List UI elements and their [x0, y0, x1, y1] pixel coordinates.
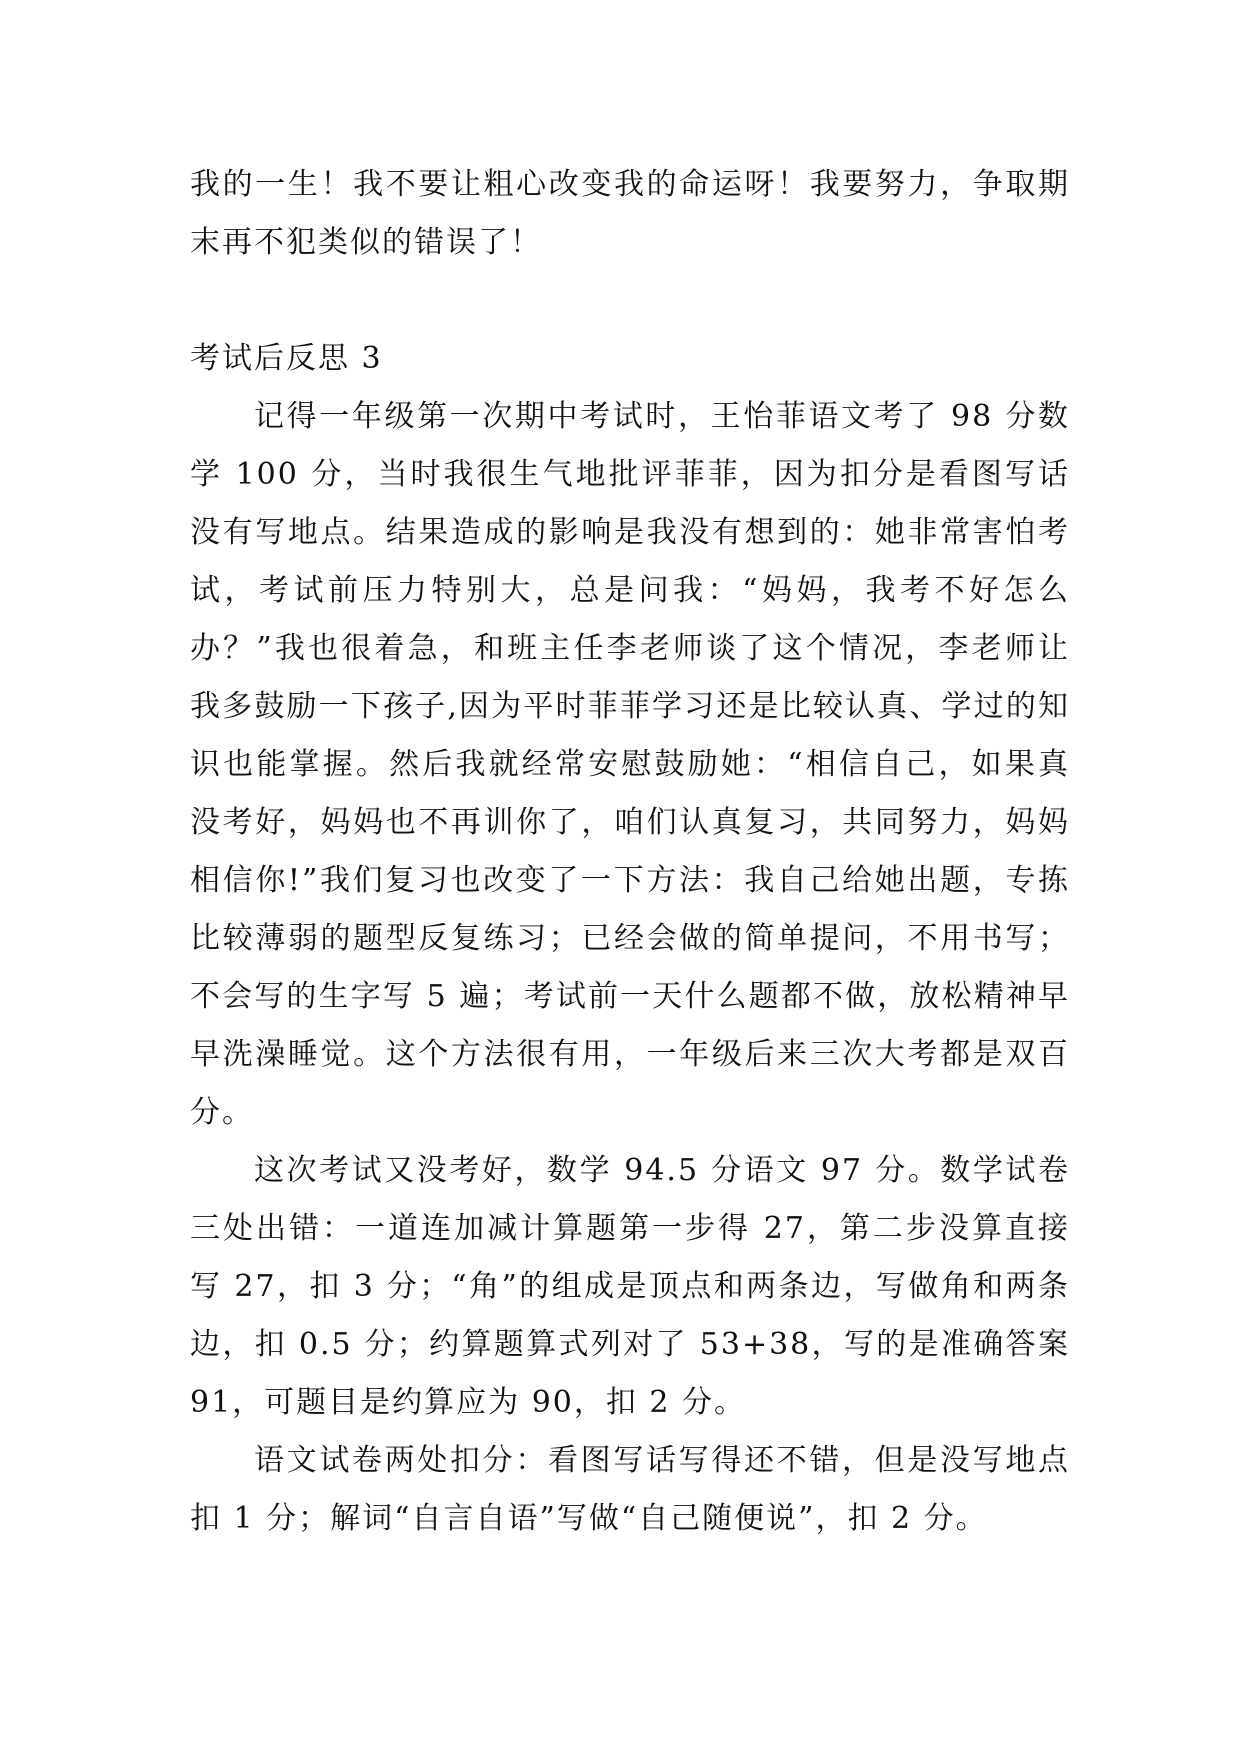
section-heading: 考试后反思 3	[190, 341, 383, 376]
body-paragraph-3: 语文试卷两处扣分：看图写话写得还不错，但是没写地点扣 1 分；解词“自言自语”写做“自己随便说”，扣 2 分。	[190, 1443, 1070, 1536]
body-paragraph-1: 记得一年级第一次期中考试时，王怡菲语文考了 98 分数学 100 分，当时我很生气地批评菲菲，因为扣分是看图写话没有写地点。结果造成的影响是我没有想到的：她非常害怕考试，考试前压力特别大，总是问我：“妈妈，我考不好怎么办？”我也很着急，和班主任李老师谈了这个情况，李老师让我多鼓励一下孩子,因为平时菲菲学习还是比较认真、学过的知识也能掌握。然后我就经常安慰鼓励她：“相信自己，如果真没考好，妈妈也不再训你了，咱们认真复习，共同努力，妈妈相信你!”我们复习也改变了一下方法：我自己给她出题，专拣比较薄弱的题型反复练习；已经会做的简单提问，不用书写；不会写的生字写 5 遍；考试前一天什么题都不做，放松精神早早洗澡睡觉。这个方法很有用，一年级后来三次大考都是双百分。	[190, 399, 1070, 1130]
opening-paragraph: 我的一生！我不要让粗心改变我的命运呀！我要努力，争取期末再不犯类似的错误了！	[190, 167, 1070, 260]
body-paragraph-2: 这次考试又没考好，数学 94.5 分语文 97 分。数学试卷三处出错：一道连加减计算题第一步得 27，第二步没算直接写 27，扣 3 分；“角”的组成是顶点和两条边，写做角和两条边，扣 0.5 分；约算题算式列对了 53+38，写的是准确答案 91，可题目是约算应为 90，扣 2 分。	[190, 1153, 1070, 1420]
document-body	[190, 156, 1070, 1548]
section-spacer	[190, 272, 1070, 330]
